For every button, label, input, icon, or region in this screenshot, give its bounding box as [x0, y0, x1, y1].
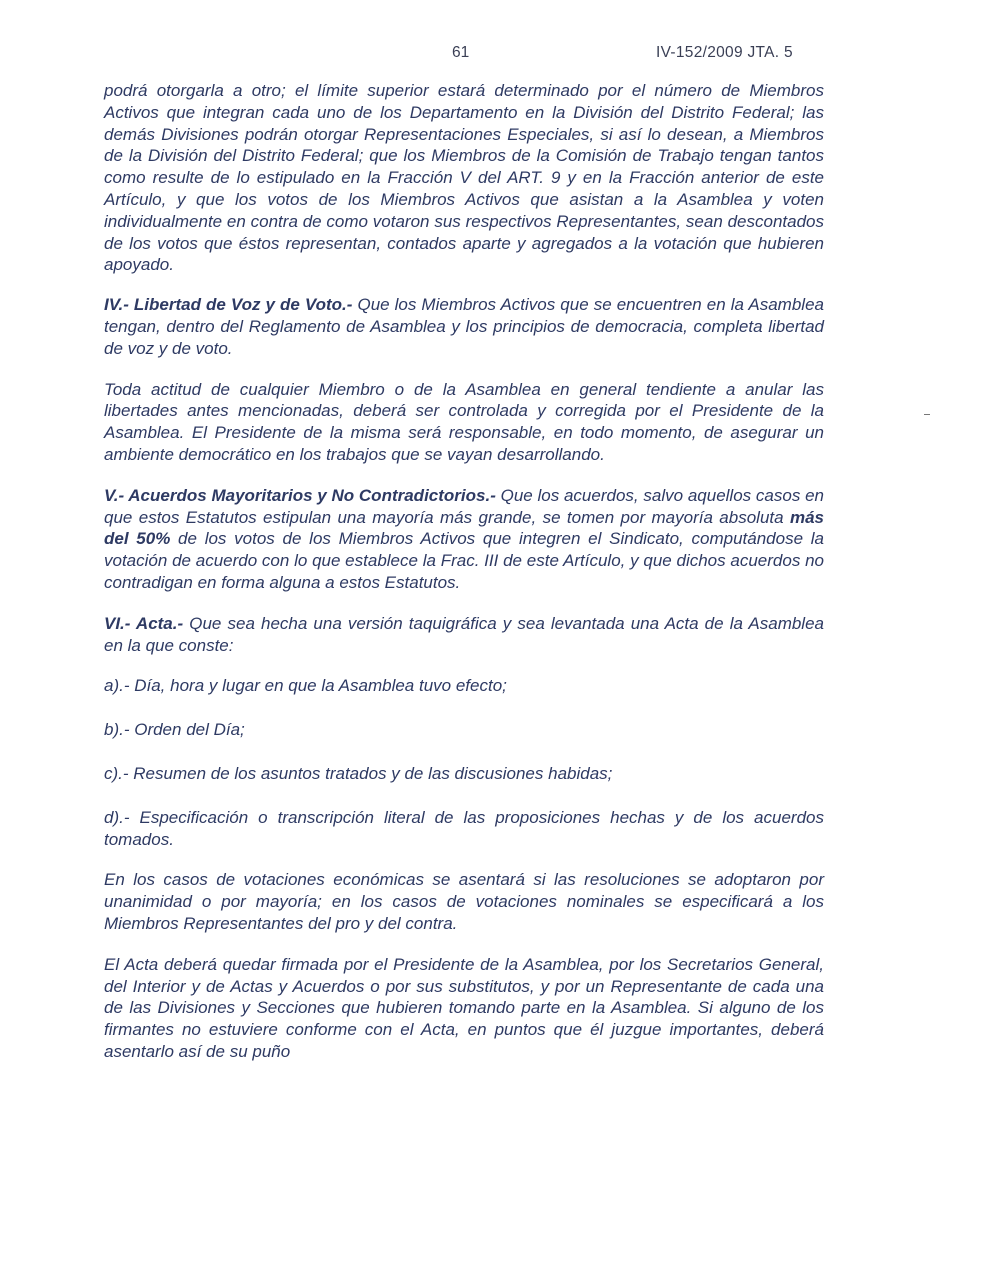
paragraph-section-v: [104, 485, 824, 594]
paragraph-acta-signatures: El Acta deberá quedar firmada por el Presidente de la Asamblea, por los Secretarios General, del Interior y de Actas y Acuerdos o por sus substitutos, y por un Representante de cada una de las Divisiones y Secciones que hubieren tomando parte en la Asamblea. Si alguno de los firmantes no estuviere conforme con el Acta, en puntos que él juzgue importantes, deberá asentarlo así de su puño: [104, 954, 824, 1061]
section-iv-text: Que los Miembros Activos que se encuentren en la Asamblea tengan, dentro del Reglamento de Asamblea y los principios de democracia, completa libertad de voz y de voto.: [104, 295, 824, 358]
section-v-text-a: Que los acuerdos, salvo aquellos casos en que estos Estatutos estipulan una mayoría más grande, se tomen por mayoría absoluta: [104, 485, 824, 527]
paragraph-votes: En los casos de votaciones económicas se asentará si las resoluciones se adoptaron por unanimidad o por mayoría; en los casos de votaciones nominales se especificará a los Miembros Representantes del pro y del contra.: [104, 870, 824, 933]
list-item-b: b).- Orden del Día;: [104, 720, 245, 740]
list-item-d: d).- Especificación o transcripción literal de las proposiciones hechas y de los acuerdos tomados.: [104, 807, 824, 849]
section-v-heading: V.- Acuerdos Mayoritarios y No Contradictorios.-: [104, 485, 496, 505]
page-number: 61: [452, 44, 470, 61]
document-body: [104, 80, 824, 1082]
section-vi-text: Que sea hecha una versión taquigráfica y sea levantada una Acta de la Asamblea en la que conste:: [104, 613, 824, 655]
margin-mark: [924, 414, 930, 415]
section-iv-heading: IV.- Libertad de Voz y de Voto.-: [104, 295, 353, 315]
section-v-majority: más del 50%: [104, 507, 824, 549]
list-item-c: c).- Resumen de los asuntos tratados y de las discusiones habidas;: [104, 763, 613, 783]
section-v-text-b: de los votos de los Miembros Activos que integren el Sindicato, computándose la votación de acuerdo con lo que establece la Frac. III de este Artículo, y que dichos acuerdos no contradigan en forma alguna a estos Estatutos.: [104, 529, 824, 592]
file-reference: IV-152/2009 JTA. 5: [656, 44, 793, 61]
paragraph-section-vi: [104, 613, 824, 657]
paragraph-president-duty: Toda actitud de cualquier Miembro o de la Asamblea en general tendiente a anular las libertades antes mencionadas, deberá ser controlada y corregida por el Presidente de la Asamblea. El Presidente de la misma será responsable, en todo momento, de asegurar un ambiente democrático en los trabajos que se vayan desarrollando.: [104, 379, 824, 464]
paragraph-section-iv: [104, 294, 824, 359]
paragraph-representation: podrá otorgarla a otro; el límite superior estará determinado por el número de Miembros Activos que integran cada uno de los Departamento en la División del Distrito Federal; las demás Divisiones podrán otorgar Representaciones Especiales, si así lo desean, a Miembros de la División del Distrito Federal; que los Miembros de la Comisión de Trabajo tengan tantos como resulte de lo estipulado en la Fracción V del ART. 9 y en la Fracción anterior de este Artículo, y que los votos de los Miembros Activos que asistan a la Asamblea y voten individualmente en contra de como votaron sus respectivos Representantes, sean descontados de los votos que éstos representan, contados aparte y agregados a la votación que hubieren apoyado.: [104, 81, 824, 275]
section-vi-heading: VI.- Acta.-: [104, 613, 184, 633]
list-item-a: a).- Día, hora y lugar en que la Asamblea tuvo efecto;: [104, 676, 507, 696]
page-header: [0, 44, 981, 64]
